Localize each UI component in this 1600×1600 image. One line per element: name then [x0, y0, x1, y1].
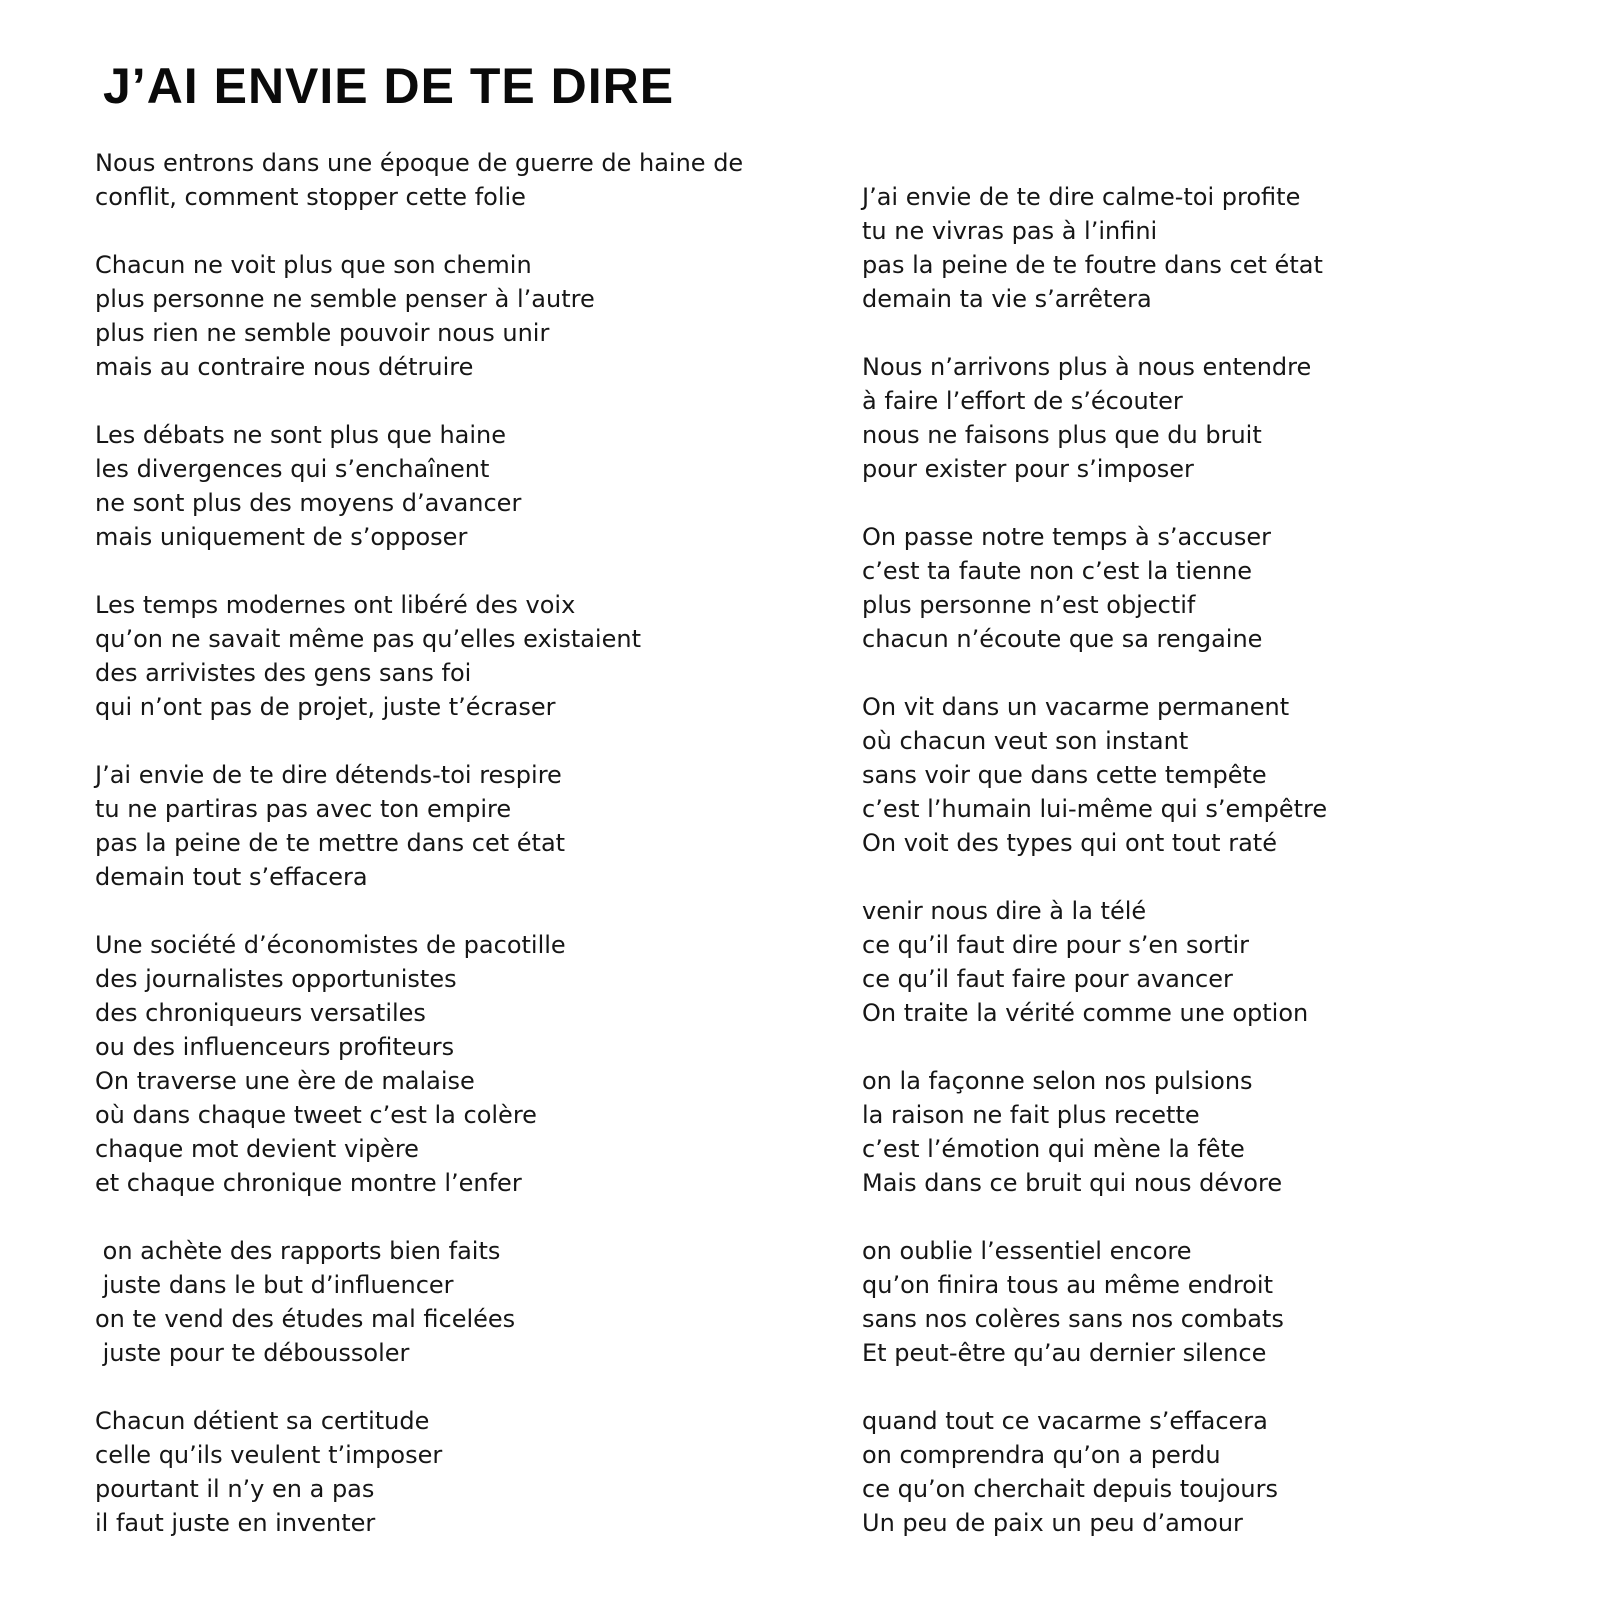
poem-line: il faut juste en inventer — [95, 1509, 376, 1537]
stanza — [862, 180, 1327, 316]
poem-line: plus personne ne semble penser à l’autre — [95, 285, 595, 313]
poem-line: où chacun veut son instant — [862, 727, 1189, 755]
stanza — [95, 928, 743, 1200]
poem-line: des chroniqueurs versatiles — [95, 999, 426, 1027]
stanza — [862, 1234, 1327, 1370]
poem-line: Nous entrons dans une époque de guerre de haine de — [95, 149, 744, 177]
poem-line: On voit des types qui ont tout raté — [862, 829, 1277, 857]
poem-line: on la façonne selon nos pulsions — [862, 1067, 1253, 1095]
stanza — [862, 690, 1327, 860]
poem-line: tu ne partiras pas avec ton empire — [95, 795, 512, 823]
poem-line: et chaque chronique montre l’enfer — [95, 1169, 522, 1197]
poem-line: qu’on finira tous au même endroit — [862, 1271, 1274, 1299]
poem-line: Chacun ne voit plus que son chemin — [95, 251, 532, 279]
poem-line: ce qu’il faut faire pour avancer — [862, 965, 1233, 993]
poem-line: des journalistes opportunistes — [95, 965, 457, 993]
poem-line: sans nos colères sans nos combats — [862, 1305, 1284, 1333]
poem-line: demain tout s’effacera — [95, 863, 368, 891]
stanza — [95, 146, 743, 214]
poem-line: Les temps modernes ont libéré des voix — [95, 591, 576, 619]
poem-line: On traite la vérité comme une option — [862, 999, 1309, 1027]
poem-line: juste pour te déboussoler — [95, 1339, 410, 1367]
poem-line: ce qu’il faut dire pour s’en sortir — [862, 931, 1250, 959]
poem-line: ce qu’on cherchait depuis toujours — [862, 1475, 1279, 1503]
stanza — [95, 588, 743, 724]
poem-line: pourtant il n’y en a pas — [95, 1475, 375, 1503]
stanza — [95, 1404, 743, 1540]
poem-line: On passe notre temps à s’accuser — [862, 523, 1271, 551]
poem-line: les divergences qui s’enchaînent — [95, 455, 490, 483]
poem-line: pas la peine de te mettre dans cet état — [95, 829, 566, 857]
stanza — [95, 758, 743, 894]
stanza — [862, 1404, 1327, 1540]
poem-line: demain ta vie s’arrêtera — [862, 285, 1152, 313]
poem-line: Nous n’arrivons plus à nous entendre — [862, 353, 1312, 381]
poem-line: chacun n’écoute que sa rengaine — [862, 625, 1263, 653]
poem-line: Une société d’économistes de pacotille — [95, 931, 566, 959]
poem-line: Et peut-être qu’au dernier silence — [862, 1339, 1267, 1367]
poem-line: Un peu de paix un peu d’amour — [862, 1509, 1243, 1537]
poem-line: c’est l’émotion qui mène la fête — [862, 1135, 1245, 1163]
stanza — [862, 520, 1327, 656]
stanza — [95, 1234, 743, 1370]
poem-line: pas la peine de te foutre dans cet état — [862, 251, 1323, 279]
poem-line: mais uniquement de s’opposer — [95, 523, 468, 551]
poem-line: J’ai envie de te dire calme-toi profite — [862, 183, 1301, 211]
poem-line: c’est ta faute non c’est la tienne — [862, 557, 1252, 585]
poem-line: plus personne n’est objectif — [862, 591, 1196, 619]
poem-line: tu ne vivras pas à l’infini — [862, 217, 1158, 245]
poem-line: ne sont plus des moyens d’avancer — [95, 489, 522, 517]
poem-line: c’est l’humain lui-même qui s’empêtre — [862, 795, 1328, 823]
poem-line: nous ne faisons plus que du bruit — [862, 421, 1262, 449]
poem-line: mais au contraire nous détruire — [95, 353, 474, 381]
poem-line: sans voir que dans cette tempête — [862, 761, 1267, 789]
stanza — [862, 350, 1327, 486]
poem-line: ou des influenceurs profiteurs — [95, 1033, 455, 1061]
poem-line: Chacun détient sa certitude — [95, 1407, 430, 1435]
poem-line: la raison ne fait plus recette — [862, 1101, 1200, 1129]
poem-column-left — [95, 146, 743, 1574]
poem-line: on oublie l’essentiel encore — [862, 1237, 1192, 1265]
poem-line: quand tout ce vacarme s’effacera — [862, 1407, 1268, 1435]
poem-line: pour exister pour s’imposer — [862, 455, 1194, 483]
poem-line: On vit dans un vacarme permanent — [862, 693, 1290, 721]
stanza — [95, 418, 743, 554]
poem-line: on comprendra qu’on a perdu — [862, 1441, 1221, 1469]
poem-line: J’ai envie de te dire détends-toi respire — [95, 761, 562, 789]
poem-line: qui n’ont pas de projet, juste t’écraser — [95, 693, 556, 721]
stanza — [862, 894, 1327, 1030]
poem-line: celle qu’ils veulent t’imposer — [95, 1441, 443, 1469]
poem-line: des arrivistes des gens sans foi — [95, 659, 472, 687]
poem-line: On traverse une ère de malaise — [95, 1067, 475, 1095]
poem-line: venir nous dire à la télé — [862, 897, 1147, 925]
poem-line: plus rien ne semble pouvoir nous unir — [95, 319, 550, 347]
poem-line: qu’on ne savait même pas qu’elles existaient — [95, 625, 641, 653]
poem-line: Les débats ne sont plus que haine — [95, 421, 507, 449]
poem-line: chaque mot devient vipère — [95, 1135, 419, 1163]
poem-line: où dans chaque tweet c’est la colère — [95, 1101, 537, 1129]
poem-title: J’AI ENVIE DE TE DIRE — [103, 58, 675, 114]
poem-line: on achète des rapports bien faits — [95, 1237, 501, 1265]
poem-line: Mais dans ce bruit qui nous dévore — [862, 1169, 1283, 1197]
poem-line: conflit, comment stopper cette folie — [95, 183, 526, 211]
poem-line: on te vend des études mal ficelées — [95, 1305, 516, 1333]
poem-line: à faire l’effort de s’écouter — [862, 387, 1183, 415]
stanza — [95, 248, 743, 384]
stanza — [862, 1064, 1327, 1200]
poem-line: juste dans le but d’influencer — [95, 1271, 454, 1299]
poem-column-right — [862, 180, 1327, 1574]
